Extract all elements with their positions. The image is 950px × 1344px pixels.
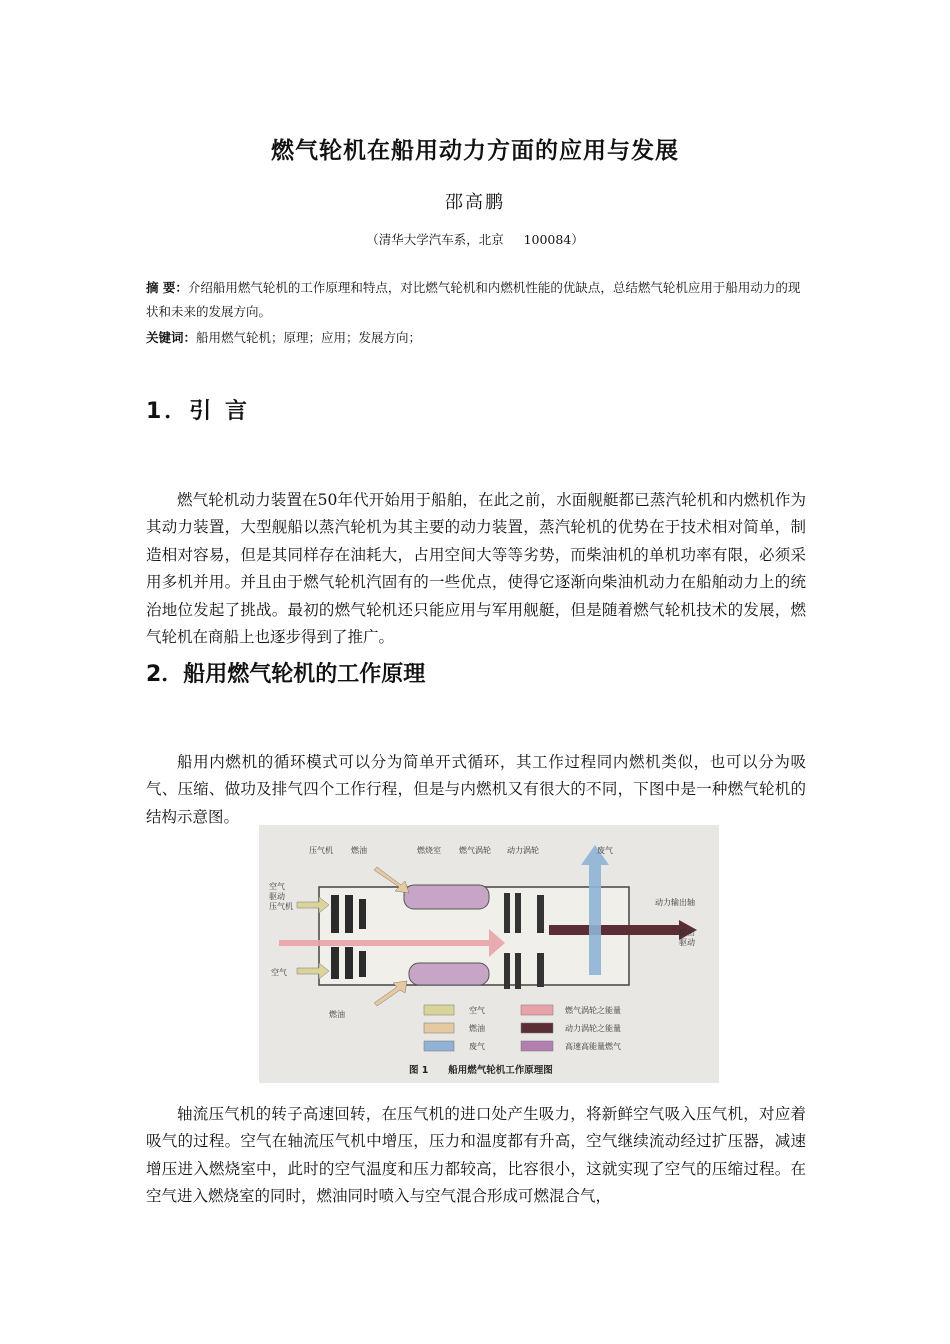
label-exhaust: 废气	[597, 846, 613, 855]
intro-paragraph: 燃气轮机动力装置在50年代开始用于船舶，在此之前，水面舰艇都已蒸汽轮机和内燃机作为其动力装置，大型舰船以蒸汽轮机为其主要的动力装置，蒸汽轮机的优势在于技术相对简单，制造相对容易，但是其同样存在油耗大，占用空间大等等劣势，而柴油机的单机功率有限，必须采用多机并用。并且由于燃气轮机汽固有的一些优点，使得它逐渐向柴油机动力在船舶动力上的统治地位发起了挑战。最初的燃气轮机还只能应用与军用舰艇，但是随着燃气轮机技术的发展，燃气轮机在商船上也逐步得到了推广。	[146, 491, 806, 647]
abstract-text: 介绍船用燃气轮机的工作原理和特点，对比燃气轮机和内燃机性能的优缺点，总结燃气轮机应用于船用动力的现状和未来的发展方向。	[146, 280, 801, 319]
legend-swatch-air	[424, 1005, 454, 1015]
label-compressor: 压气机	[309, 846, 333, 855]
keywords-label: 关键词：	[146, 330, 197, 345]
legend-label-high-energy-gas: 高速高能量燃气	[565, 1042, 621, 1051]
label-gas-turbine: 燃气涡轮	[459, 846, 491, 855]
label-air: 空气	[271, 968, 287, 977]
principle-paragraph: 船用内燃机的循环模式可以分为简单开式循环，其工作过程同内燃机类似，也可以分为吸气、压缩、做功及排气四个工作行程，但是与内燃机又有很大的不同，下图中是一种燃气轮机的结构示意图。	[146, 753, 806, 826]
figure-legend	[424, 1005, 621, 1051]
legend-label-air: 空气	[469, 1006, 485, 1015]
section-heading-intro: 1．引 言	[146, 399, 250, 424]
legend-label-gas-turbine-energy: 燃气涡轮之能量	[565, 1006, 621, 1015]
section-heading-principle: 2．船用燃气轮机的工作原理	[146, 662, 426, 687]
abstract-label: 摘 要：	[146, 280, 188, 295]
keywords	[146, 326, 806, 350]
legend-swatch-high-energy-gas	[521, 1041, 553, 1051]
gas-turbine-diagram	[259, 825, 719, 1083]
paper-title: 燃气轮机在船用动力方面的应用与发展	[271, 138, 679, 164]
combustor-top	[404, 885, 489, 909]
legend-swatch-power-turbine-energy	[521, 1023, 553, 1033]
combustor-bottom	[409, 963, 489, 985]
abstract	[146, 276, 806, 324]
legend-swatch-fuel	[424, 1023, 454, 1033]
legend-label-fuel: 燃油	[469, 1024, 485, 1033]
paper-author: 邵高鹏	[445, 192, 505, 213]
label-fuel-bottom: 燃油	[329, 1010, 345, 1019]
figure-caption: 图 1 船用燃气轮机工作原理图	[409, 1065, 553, 1076]
legend-label-power-turbine-energy: 动力涡轮之能量	[565, 1024, 621, 1033]
label-combustor: 燃烧室	[417, 846, 441, 855]
paper-affiliation: （清华大学汽车系，北京 100084）	[366, 232, 584, 247]
label-output-shaft: 动力输出轴	[655, 898, 695, 907]
label-power-turbine: 动力涡轮	[507, 846, 539, 855]
legend-swatch-exhaust	[424, 1041, 454, 1051]
legend-swatch-gas-turbine-energy	[521, 1005, 553, 1015]
label-fuel-top: 燃油	[351, 846, 367, 855]
label-output-drive: 输出驱动	[679, 928, 695, 947]
keywords-text: 船用燃气轮机；原理；应用；发展方向；	[196, 330, 422, 345]
principle-paragraph-2: 轴流压气机的转子高速回转，在压气机的进口处产生吸力，将新鲜空气吸入压气机，对应着吸气的过程。空气在轴流压气机中增压，压力和温度都有升高，空气继续流动经过扩压器，减速增压进入燃烧室中，此时的空气温度和压力都较高，比容很小，这就实现了空气的压缩过程。在空气进入燃烧室的同时，燃油同时喷入与空气混合形成可燃混合气，	[146, 1105, 806, 1206]
label-air-drive: 空气驱动压气机	[269, 882, 293, 911]
legend-label-exhaust: 废气	[469, 1042, 485, 1051]
